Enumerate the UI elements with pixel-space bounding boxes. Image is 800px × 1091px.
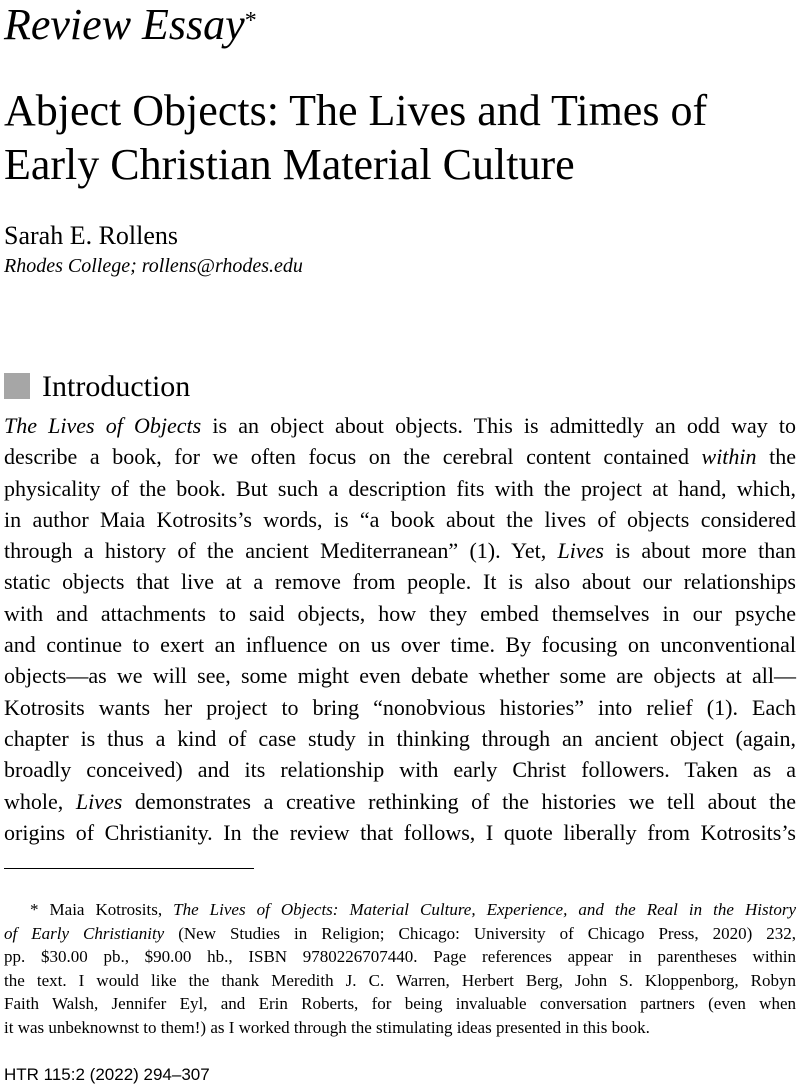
- text-line: [4, 817, 796, 848]
- text-line: [4, 898, 796, 922]
- text-run: broadly conceived) and its relationship with early Christ followers. Taken as a: [4, 757, 796, 783]
- text-run: pp. $30.00 pb., $90.00 hb., ISBN 9780226707440. Page references appear in parentheses within: [4, 947, 796, 967]
- body-paragraph: [4, 410, 796, 848]
- title-line: Early Christian Material Culture: [4, 140, 575, 189]
- text-line: [4, 786, 796, 817]
- text-run: origins of Christianity. In the review that follows, I quote liberally from Kotrosits’s: [4, 819, 796, 845]
- text-run: Kotrosits wants her project to bring “nonobvious histories” into relief (1). Each: [4, 694, 796, 720]
- text-line: [4, 1016, 796, 1040]
- text-line: [4, 992, 796, 1016]
- text-run: demonstrates a creative rethinking of the histories we tell about the: [122, 788, 796, 814]
- text-run: the: [756, 444, 796, 470]
- text-line: [4, 660, 796, 691]
- italic-text: Lives: [557, 538, 604, 564]
- text-run: it was unbeknownst to them!) as I worked through the stimulating ideas presented in this book.: [4, 1017, 650, 1037]
- author-name: Sarah E. Rollens: [4, 221, 179, 250]
- author-affiliation[interactable]: Rhodes College; rollens@rhodes.edu: [4, 255, 303, 277]
- text-run: the text. I would like the thank Meredith J. C. Warren, Herbert Berg, John S. Kloppenborg, Robyn: [4, 970, 796, 990]
- text-run: in author Maia Kotrosits’s words, is “a book about the lives of objects considered: [4, 506, 796, 532]
- journal-citation: HTR 115:2 (2022) 294–307: [4, 1065, 210, 1084]
- text-run: is about more than: [604, 538, 796, 564]
- section-heading-text: Introduction: [42, 370, 191, 403]
- text-line: [4, 473, 796, 504]
- text-line: [4, 723, 796, 754]
- text-line: [4, 566, 796, 597]
- title-line: Abject Objects: The Lives and Times of: [4, 86, 708, 135]
- text-run: (New Studies in Religion; Chicago: University of Chicago Press, 2020) 232,: [164, 923, 796, 943]
- text-run: static objects that live at a remove from people. It is also about our relationships: [4, 569, 796, 595]
- text-line: [4, 969, 796, 993]
- text-run: describe a book, for we often focus on the cerebral content contained: [4, 444, 702, 470]
- footnote-marker[interactable]: *: [244, 8, 257, 34]
- text-run: Faith Walsh, Jennifer Eyl, and Erin Roberts, for being invaluable conversation partners (even when: [4, 994, 796, 1014]
- text-run: objects—as we will see, some might even debate whether some are objects at all—: [4, 663, 796, 689]
- text-line: [4, 410, 796, 441]
- italic-text: Lives: [75, 788, 123, 814]
- footnote-divider: [4, 868, 254, 869]
- section-heading: [4, 368, 190, 406]
- review-essay-label: Review Essay*: [4, 0, 257, 49]
- section-square-icon: [4, 373, 30, 399]
- text-line: [4, 598, 796, 629]
- text-line: [4, 535, 796, 566]
- article-title: [4, 84, 800, 192]
- text-run: physicality of the book. But such a description fits with the project at hand, which,: [4, 475, 796, 501]
- text-line: [4, 504, 796, 535]
- text-run: is an object about objects. This is admittedly an odd way to: [201, 413, 796, 438]
- italic-text: The Lives of Objects: [4, 413, 202, 438]
- text-line: [4, 629, 796, 660]
- italic-text: within: [701, 444, 757, 470]
- footnote: [4, 898, 796, 1040]
- text-line: [4, 945, 796, 969]
- text-line: [4, 754, 796, 785]
- text-run: chapter is thus a kind of case study in thinking through an ancient object (again,: [4, 725, 796, 751]
- text-line: [4, 922, 796, 946]
- text-run: * Maia Kotrosits,: [30, 900, 174, 919]
- text-line: [4, 692, 796, 723]
- text-run: whole,: [4, 788, 76, 814]
- text-run: through a history of the ancient Mediterranean” (1). Yet,: [4, 538, 558, 564]
- text-run: and continue to exert an influence on us over time. By focusing on unconventional: [4, 632, 796, 658]
- italic-text: The Lives of Objects: Material Culture, Experience, and the Real in the History: [173, 900, 796, 919]
- italic-text: of Early Christianity: [4, 923, 165, 943]
- text-line: [4, 441, 796, 472]
- text-run: with and attachments to said objects, how they embed themselves in our psyche: [4, 600, 796, 626]
